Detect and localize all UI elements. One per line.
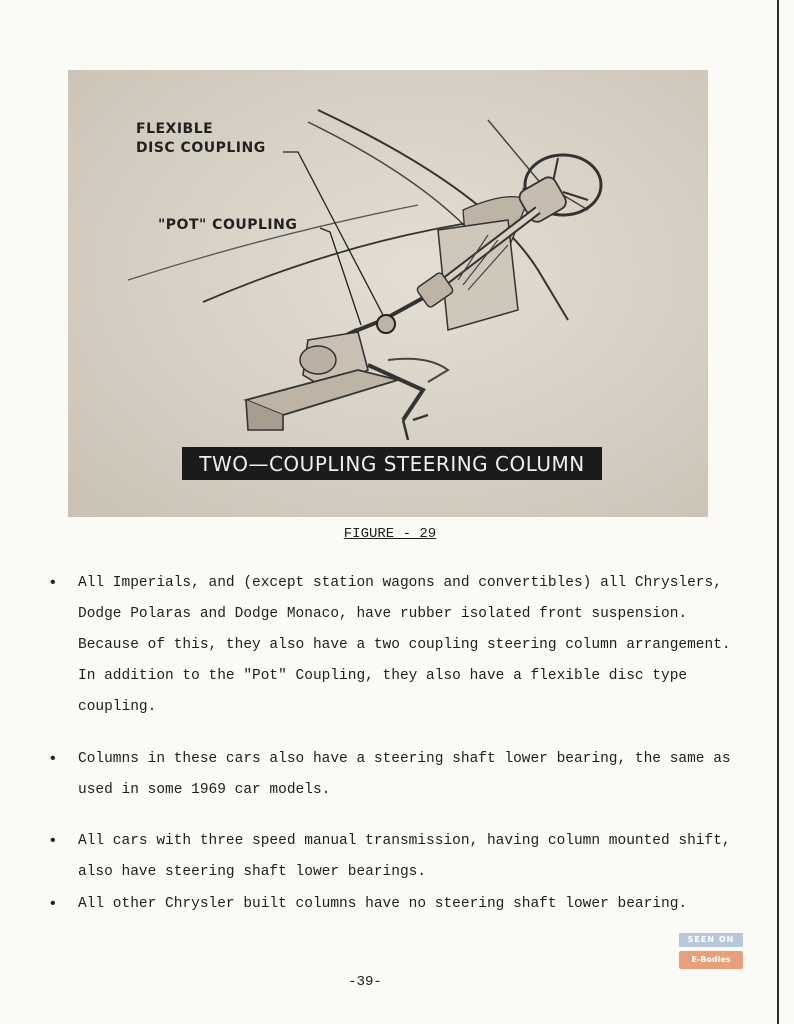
pot-coupling-label: "POT" COUPLING: [158, 217, 298, 233]
flexible-disc-coupling-label: FLEXIBLE DISC COUPLING: [136, 121, 266, 156]
bullet-2: •: [48, 750, 58, 768]
bullet-4: •: [48, 895, 58, 913]
paragraph-1: [48, 568, 738, 723]
figure-caption-text: FIGURE - 29: [343, 526, 437, 542]
page-number: -39-: [348, 974, 382, 990]
watermark-logo: [679, 933, 743, 973]
paragraph-4-text: All other Chrysler built columns have no steering shaft lower bearing.: [78, 896, 688, 912]
paragraph-2: [48, 744, 738, 806]
paragraph-3-text: All cars with three speed manual transmission, having column mounted shift, also have steering shaft lower bearings.: [78, 833, 731, 880]
page-edge-line: [777, 0, 779, 1024]
figure-banner: TWO—COUPLING STEERING COLUMN: [182, 447, 602, 480]
watermark-line-1: SEEN ON: [679, 933, 743, 947]
paragraph-2-text: Columns in these cars also have a steering shaft lower bearing, the same as used in some 1969 car models.: [78, 751, 731, 798]
figure-photo: [68, 70, 708, 517]
bullet-3: •: [48, 832, 58, 850]
paragraph-3: [48, 826, 738, 888]
bullet-1: •: [48, 574, 58, 592]
figure-caption: [0, 526, 780, 542]
paragraph-1-text: All Imperials, and (except station wagons and convertibles) all Chryslers, Dodge Polaras and Dodge Monaco, have rubber isolated front suspension. Because of this, they also have a two coupling steering column arrangement. In addition to the "Pot" Coupling, they also have a flexible disc type coupling.: [78, 575, 731, 715]
watermark-line-2: E-Bodies: [679, 951, 743, 969]
paragraph-4: [48, 889, 738, 920]
